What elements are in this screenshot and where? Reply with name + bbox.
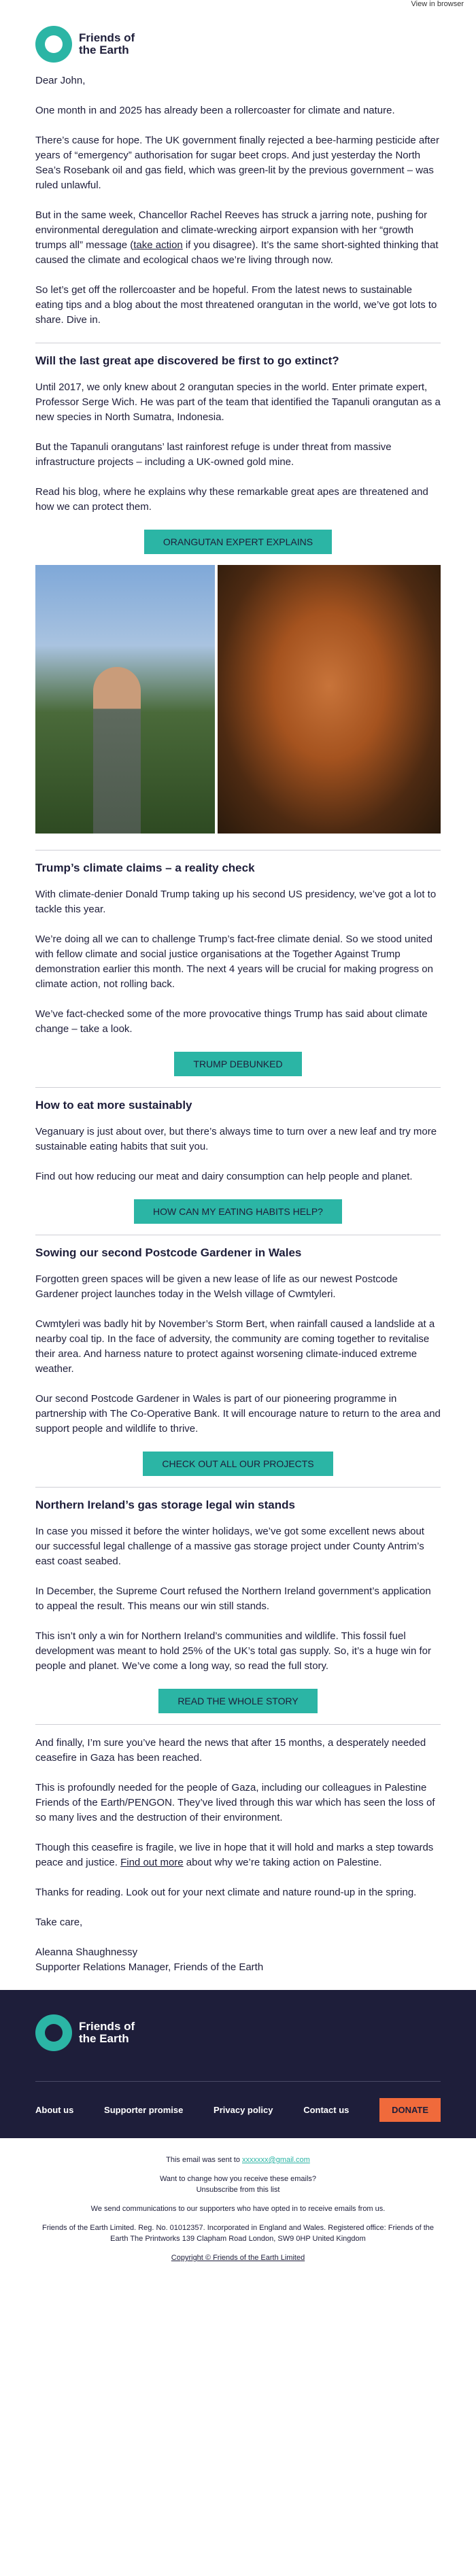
view-in-browser-link[interactable]: View in browser [411, 0, 464, 8]
footer-brand-name: Friends of the Earth [79, 2020, 135, 2045]
greeting: Dear John, [35, 75, 86, 86]
closing-paragraph-3: Though this ceasefire is fragile, we live in hope that it will hold and marks a step towards peace and justice. Find out more about why we’re taking action on Palestine. [35, 1842, 434, 1868]
professor-photo[interactable] [35, 565, 215, 834]
image-pair [35, 565, 441, 834]
section-title-trump: Trump’s climate claims – a reality check [35, 861, 255, 874]
preferences-line: Want to change how you receive these emails? Unsubscribe from this list [159, 2175, 317, 2194]
trump-paragraph-2: We’re doing all we can to challenge Trump’s fact-free climate denial. So we stood united with fellow climate and social justice organisations at the Together Against Trump demonstration earlier this month. The next 4 years will be crucial for making progress on climate action, not rolling back. [35, 933, 433, 990]
intro-paragraph-3: But in the same week, Chancellor Rachel Reeves has struck a jarring note, pushing for environmental deregulation and climate-wrecking airport expansion with her “growth trumps all” message (take action if you disagree). It’s the same short-sighted thinking that caused the climate and ecological chaos we’re living through now. [35, 209, 439, 266]
footer-link-privacy[interactable]: Privacy policy [214, 2105, 273, 2115]
garden-paragraph-1: Forgotten green spaces will be given a new lease of life as our newest Postcode Gardener project launches today in the Welsh village of Cwmtyleri. [35, 1273, 398, 1300]
copyright-link[interactable]: Copyright © Friends of the Earth Limited [171, 2254, 305, 2262]
footer-link-about[interactable]: About us [35, 2105, 74, 2115]
footer-banner [0, 1990, 476, 2138]
unsubscribe-link[interactable]: Unsubscribe from this list [196, 2186, 280, 2194]
divider [35, 850, 441, 851]
sent-to-line: This email was sent to xxxxxxx@gmail.com [166, 2156, 310, 2164]
footer-logo[interactable] [35, 2014, 441, 2051]
legal-line: Friends of the Earth Limited. Reg. No. 01012357. Incorporated in England and Wales. Registered office: Friends of the Earth The Printworks 139 Clapham Road London, SW9 0HP United Kingdom [41, 2224, 434, 2243]
brand-logo[interactable] [35, 26, 140, 63]
recipient-email-link[interactable]: xxxxxxx@gmail.com [242, 2156, 310, 2164]
garden-paragraph-2: Cwmtyleri was badly hit by November’s Storm Bert, when rainfall caused a landslide at a nearby coal tip. In the face of adversity, the community are coming together to revitalise their area. And harness nature to protect against worsening climate-induced extreme weather. [35, 1318, 435, 1375]
signature [35, 1945, 441, 1975]
section-title-garden: Sowing our second Postcode Gardener in Wales [35, 1246, 302, 1259]
trump-paragraph-3: We’ve fact-checked some of the more provocative things Trump has said about climate change – take a look. [35, 1008, 428, 1035]
signature-name: Aleanna Shaughnessy [35, 1946, 138, 1958]
intro-paragraph-1: One month in and 2025 has already been a rollercoaster for climate and nature. [35, 105, 395, 116]
ni-paragraph-3: This isn’t only a win for Northern Ireland’s communities and wildlife. This fossil fuel development was meant to hold 25% of the UK’s total gas supply. So, it’s a huge win for people and planet. We’ve come a long way, so read the full story. [35, 1630, 432, 1672]
orangutan-photo[interactable] [218, 565, 441, 834]
find-out-more-link[interactable]: Find out more [120, 1857, 184, 1868]
closing-paragraph-1: And finally, I’m sure you’ve heard the news that after 15 months, a desperately needed ceasefire in Gaza has been reached. [35, 1737, 426, 1764]
eat-paragraph-2: Find out how reducing our meat and dairy consumption can help people and planet. [35, 1171, 413, 1182]
section-title-eat: How to eat more sustainably [35, 1099, 192, 1112]
eat-paragraph-1: Veganuary is just about over, but there’s always time to turn over a new leaf and try more sustainable eating habits that suit you. [35, 1126, 437, 1152]
footer-nav [35, 2081, 441, 2122]
divider [35, 1087, 441, 1088]
intro-paragraph-4: So let’s get off the rollercoaster and be hopeful. From the latest news to sustainable eating tips and a blog about the most threatened orangutan in the world, we’ve got lots to share. Dive in. [35, 284, 437, 326]
closing-paragraph-2: This is profoundly needed for the people of Gaza, including our colleagues in Palestine Friends of the Earth/PENGON. They’ve lived through this war which has seen the loss of so many lives and the destruction of their environment. [35, 1782, 435, 1823]
copyright-line [35, 2252, 441, 2263]
read-story-button[interactable]: READ THE WHOLE STORY [158, 1689, 317, 1713]
footer-link-promise[interactable]: Supporter promise [104, 2105, 184, 2115]
eating-habits-button[interactable]: HOW CAN MY EATING HABITS HELP? [134, 1199, 342, 1224]
closing-paragraph-4: Thanks for reading. Look out for your next climate and nature round-up in the spring. [35, 1887, 417, 1898]
orangutan-expert-button[interactable]: ORANGUTAN EXPERT EXPLAINS [144, 530, 332, 554]
divider [35, 1724, 441, 1725]
trump-debunked-button[interactable]: TRUMP DEBUNKED [174, 1052, 301, 1076]
sign-off: Take care, [35, 1917, 83, 1928]
garden-paragraph-3: Our second Postcode Gardener in Wales is part of our pioneering programme in partnership with The Co-Operative Bank. It will encourage nature to return to the area and support people and wildlife to thrive. [35, 1393, 441, 1435]
earth-logo-icon [35, 2014, 72, 2051]
brand-name: Friends of the Earth [79, 31, 135, 56]
ni-paragraph-2: In December, the Supreme Court refused the Northern Ireland government’s application to appeal the result. This means our win still stands. [35, 1585, 431, 1612]
footer-link-contact[interactable]: Contact us [303, 2105, 350, 2115]
section-title-ape: Will the last great ape discovered be first to go extinct? [35, 354, 339, 367]
section-title-ni: Northern Ireland’s gas storage legal win stands [35, 1498, 295, 1511]
email-body [0, 63, 476, 1975]
projects-button[interactable]: CHECK OUT ALL OUR PROJECTS [143, 1452, 333, 1476]
ape-paragraph-1: Until 2017, we only knew about 2 orangutan species in the world. Enter primate expert, Professor Serge Wich. He was part of the team that identified the Tapanuli orangutan as a new species in North Sumatra, Indonesia. [35, 381, 441, 423]
email-header [0, 0, 476, 63]
ape-paragraph-3: Read his blog, where he explains why these remarkable great apes are threatened and how we can protect them. [35, 486, 428, 513]
legal-footer [0, 2138, 476, 2299]
trump-paragraph-1: With climate-denier Donald Trump taking up his second US presidency, we’ve got a lot to tackle this year. [35, 889, 437, 915]
ape-paragraph-2: But the Tapanuli orangutans’ last rainforest refuge is under threat from massive infrastructure projects – including a UK-owned gold mine. [35, 441, 392, 468]
signature-title: Supporter Relations Manager, Friends of the Earth [35, 1961, 264, 1973]
consent-line: We send communications to our supporters who have opted in to receive emails from us. [90, 2205, 386, 2213]
take-action-link[interactable]: take action [133, 239, 183, 251]
intro-paragraph-2: There’s cause for hope. The UK government finally rejected a bee-harming pesticide after years of “emergency” authorisation for sugar beet crops. And just yesterday the North Sea’s Rosebank oil and gas field, which was green-lit by the previous government – was ruled unlawful. [35, 135, 439, 191]
donate-button[interactable]: DONATE [379, 2098, 441, 2122]
divider [35, 1487, 441, 1488]
earth-logo-icon [35, 26, 72, 63]
ni-paragraph-1: In case you missed it before the winter holidays, we’ve got some excellent news about our successful legal challenge of a massive gas storage project under County Antrim’s east coast seabed. [35, 1526, 424, 1567]
